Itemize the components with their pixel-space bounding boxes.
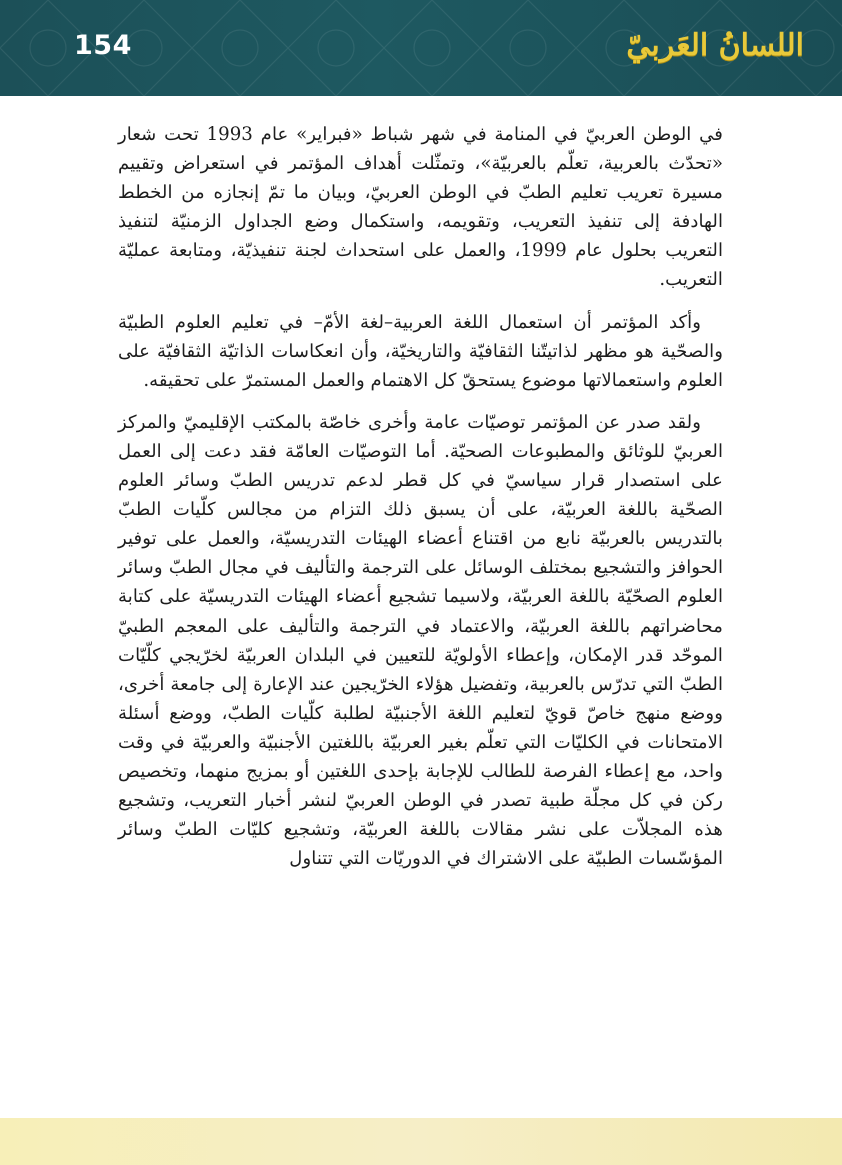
paragraph: ولقد صدر عن المؤتمر توصيّات عامة وأخرى خاصّة بالمكتب الإقليميّ والمركز العربيّ للوثائق والمطبوعات الصحيّة. أما التوصيّات العامّة فقد دعت إلى العمل على استصدار قرار سياسيّ في كل قطر لدعم تدريس الطبّ وسائر العلوم الصحّية باللغة العربيّة، على أن يسبق ذلك التزام من مجالس كلّيات الطبّ بالتدريس بالعربيّة نابع من اقتناع أعضاء الهيئات التدريسيّة، والعمل على توفير الحوافز والتشجيع بمختلف الوسائل على الترجمة والتأليف في مجال الطبّ وسائر العلوم الصحّيّة باللغة العربيّة، ولاسيما تشجيع أعضاء الهيئات التدريسيّة على كتابة محاضراتهم باللغة العربيّة، والاعتماد في الترجمة والتأليف على المعجم الطبيّ الموحّد قدر الإمكان، وإعطاء الأولويّة للتعيين في البلدان العربيّة لخرّيجي كلّيّات الطبّ التي تدرّس بالعربية، وتفضيل هؤلاء الخرّيجين عند الإعارة إلى جامعة أخرى، ووضع منهج خاصّ قويّ لتعليم اللغة الأجنبيّة لطلبة كلّيات الطبّ، ووضع أسئلة الامتحانات في الكليّات التي تعلّم بغير العربيّة باللغتين الأجنبيّة والعربيّة في وقت واحد، مع إعطاء الفرصة للطالب للإجابة بإحدى اللغتين أو بمزيج منهما، وتخصيص ركن في كل مجلّة طبية تصدر في الوطن العربيّ لنشر أخبار التعريب، وتشجيع هذه المجلاّت على نشر مقالات باللغة العربيّة، وتشجيع كليّات الطبّ وسائر المؤسّسات الطبيّة على الاشتراك في الدوريّات التي تتناول [118, 411, 723, 870]
header-band [0, 0, 842, 96]
article-body [118, 120, 723, 886]
journal-logo-text: اللسانُ العَربيّ [626, 28, 804, 63]
journal-logo [614, 22, 804, 78]
paragraph: في الوطن العربيّ في المنامة في شهر شباط «فبراير» عام 1993 تحت شعار «تحدّث بالعربية، تعلّم بالعربيّة»، وتمثّلت أهداف المؤتمر في استعراض وتقييم مسيرة تعريب تعليم الطبّ في الوطن العربيّ، وبيان ما تمّ إنجازه من الخطط الهادفة إلى تنفيذ التعريب، وتقويمه، واستكمال وضع الجداول الزمنيّة لتنفيذ التعريب بحلول عام 1999، والعمل على استحداث لجنة تنفيذيّة، ومتابعة عمليّة التعريب. [118, 124, 724, 291]
paragraph: وأكد المؤتمر أن استعمال اللغة العربية–لغة الأمّ– في تعليم العلوم الطبيّة والصحّية هو مظهر لذاتيتّنا الثقافيّة والتاريخيّة، وأن انعكاسات الذاتيّة الثقافيّة على العلوم واستعمالاتها موضوع يستحقّ كل الاهتمام والعمل المستمرّ على تحقيقه. [118, 311, 723, 391]
footer-band [0, 1118, 842, 1165]
page-number: 154 [74, 30, 132, 61]
